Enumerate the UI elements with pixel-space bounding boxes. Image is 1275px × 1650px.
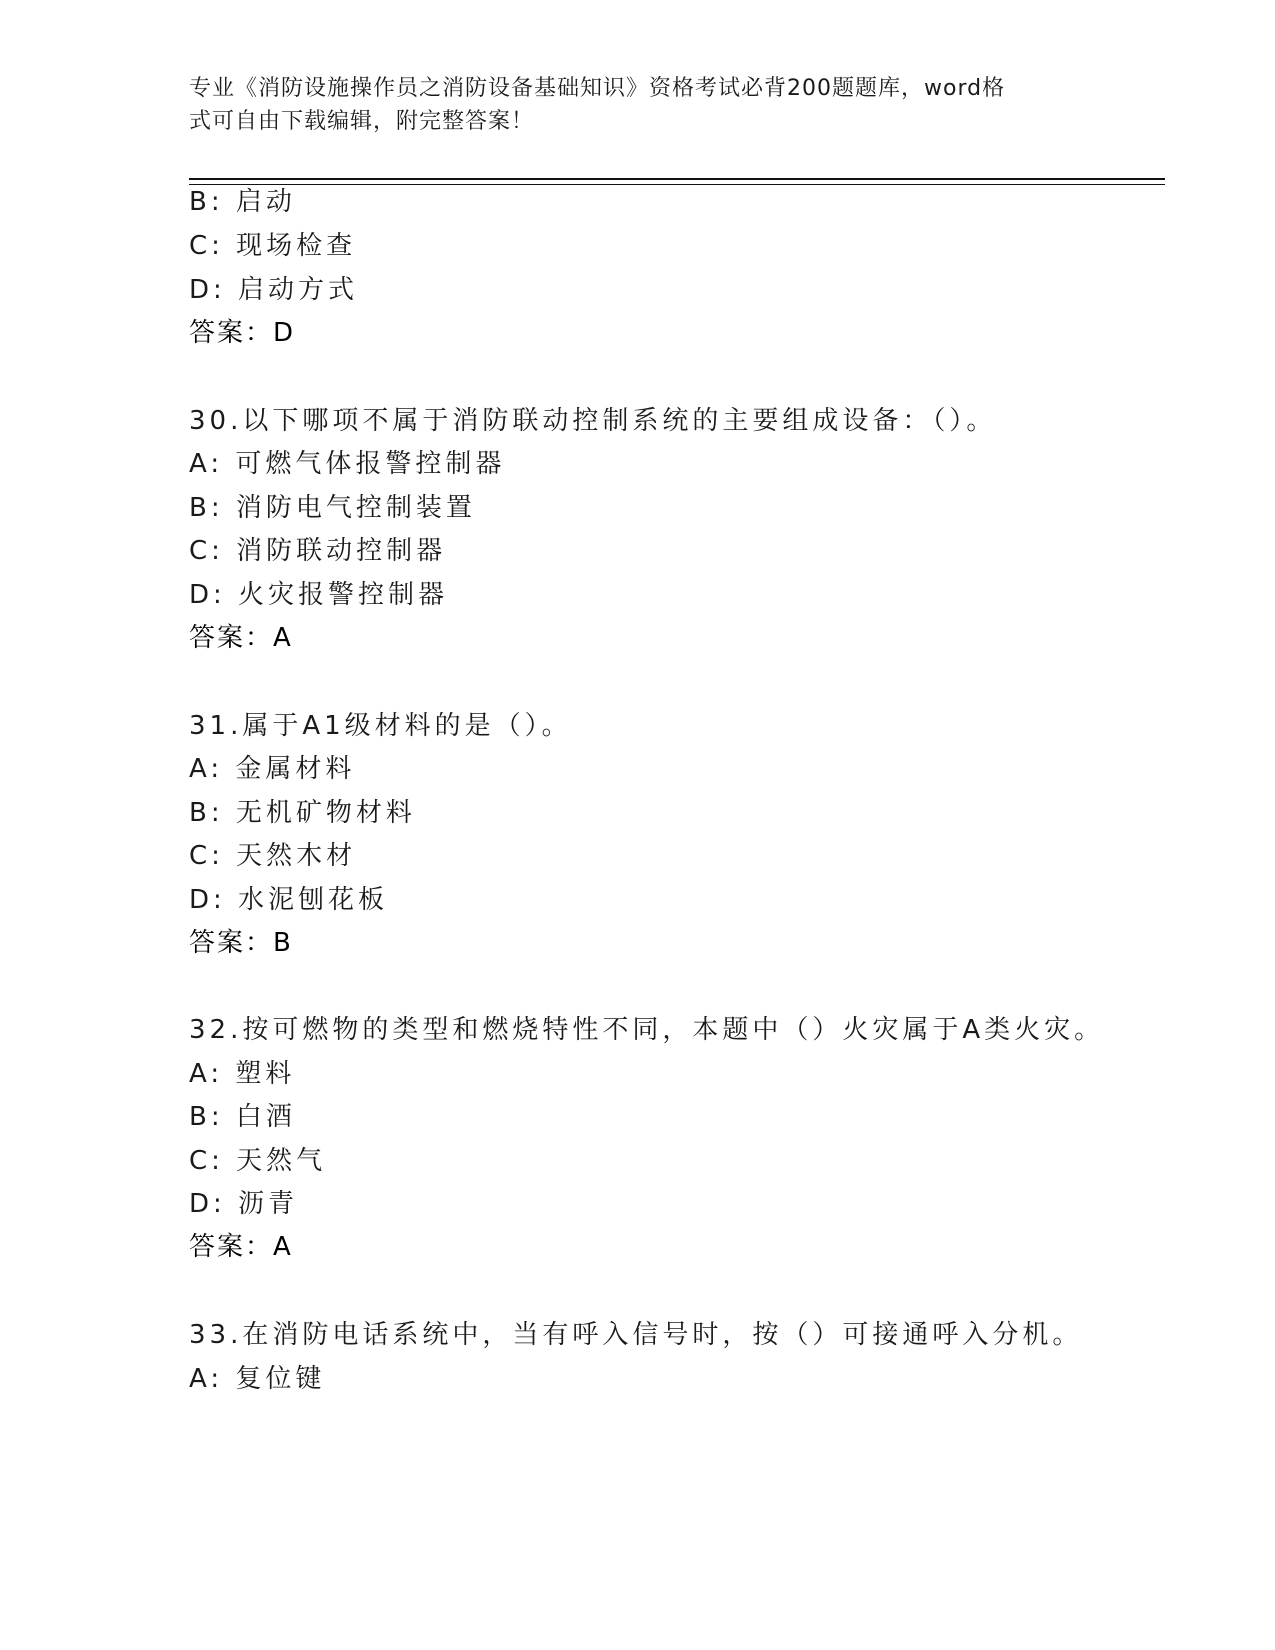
- q31-answer: 答案：B: [189, 928, 293, 958]
- q31-option-d: D: 水泥刨花板: [189, 885, 389, 915]
- q31-option-a: A: 金属材料: [189, 754, 356, 784]
- q30-option-d: D: 火灾报警控制器: [189, 580, 449, 610]
- q30-option-c: C: 消防联动控制器: [189, 536, 447, 566]
- q31-option-c: C: 天然木材: [189, 841, 357, 871]
- q33-option-a: A: 复位键: [189, 1364, 326, 1394]
- q30-answer: 答案：A: [189, 623, 293, 653]
- q30-option-b: B: 消防电气控制装置: [189, 493, 476, 523]
- q29-option-c: C: 现场检查: [189, 231, 357, 261]
- q29-answer: 答案：D: [189, 318, 296, 348]
- q30-option-a: A: 可燃气体报警控制器: [189, 449, 506, 479]
- q31-stem: 31.属于A1级材料的是（）。: [189, 711, 572, 741]
- q32-option-a: A: 塑料: [189, 1059, 296, 1089]
- q31-option-b: B: 无机矿物材料: [189, 798, 416, 828]
- q32-stem: 32.按可燃物的类型和燃烧特性不同，本题中（）火灾属于A类火灾。: [189, 1015, 1105, 1045]
- header-divider-thin: [189, 184, 1165, 185]
- document-header: [189, 72, 1069, 138]
- q33-stem: 33.在消防电话系统中，当有呼入信号时，按（）可接通呼入分机。: [189, 1320, 1083, 1350]
- q32-option-c: C: 天然气: [189, 1146, 327, 1176]
- q32-option-d: D: 沥青: [189, 1189, 299, 1219]
- q32-option-b: B: 白酒: [189, 1102, 296, 1132]
- header-divider-thick: [189, 178, 1165, 180]
- q29-option-b: B: 启动: [189, 187, 296, 217]
- q32-answer: 答案：A: [189, 1232, 293, 1262]
- header-line-2: 式可自由下载编辑，附完整答案！: [189, 109, 535, 134]
- q30-stem: 30.以下哪项不属于消防联动控制系统的主要组成设备：（）。: [189, 406, 997, 436]
- header-line-1: 专业《消防设施操作员之消防设备基础知识》资格考试必背200题题库，word格: [189, 76, 1006, 101]
- q29-option-d: D: 启动方式: [189, 275, 359, 305]
